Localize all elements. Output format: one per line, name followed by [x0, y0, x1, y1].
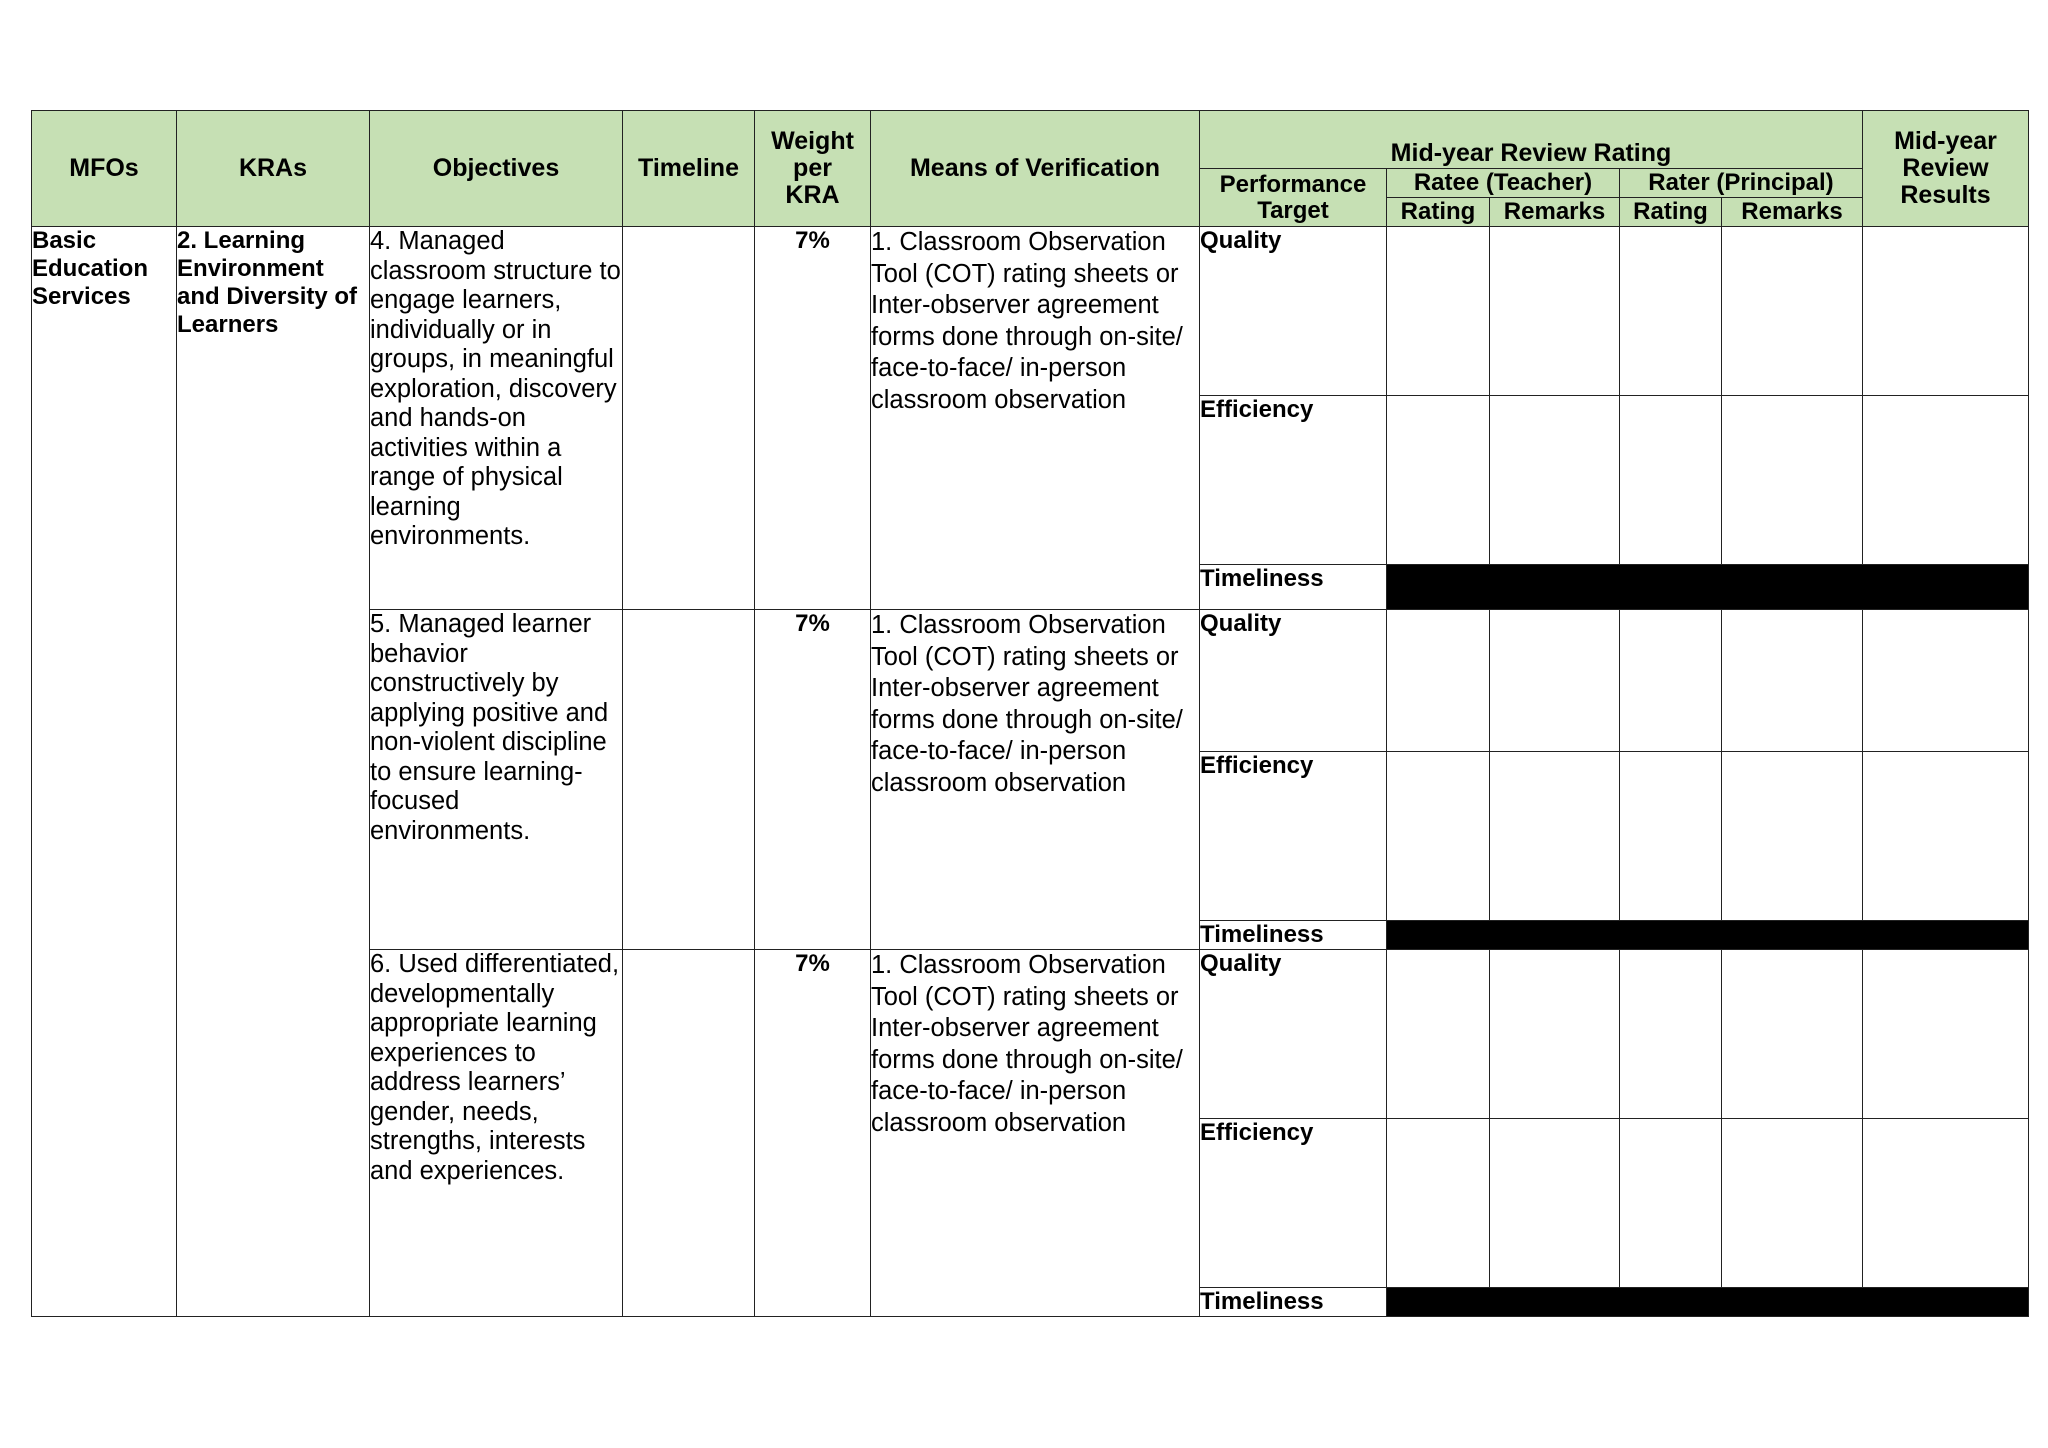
objective-cell: 5. Managed learner behavior constructively by applying positive and non-violent discipline to ensure learning-focused environments.	[370, 610, 623, 950]
rater-remarks-cell[interactable]	[1722, 1119, 1863, 1288]
results-cell[interactable]	[1863, 950, 2029, 1119]
header-rater-rating: Rating	[1620, 198, 1722, 227]
rater-remarks-cell[interactable]	[1722, 950, 1863, 1119]
mid-year-review-form-table	[31, 110, 2029, 1317]
header-rater-remarks: Remarks	[1722, 198, 1863, 227]
timeline-cell[interactable]	[623, 610, 755, 950]
rater-rating-cell[interactable]	[1620, 1119, 1722, 1288]
mfo-cell: Basic Education Services	[32, 227, 177, 1317]
weight-cell: 7%	[755, 950, 871, 1317]
rater-rating-cell[interactable]	[1620, 610, 1722, 752]
ratee-rating-cell[interactable]	[1387, 227, 1490, 396]
objective-cell: 6. Used differentiated, developmentally appropriate learning experiences to address learners’ gender, needs, strengths, interests and experiences.	[370, 950, 623, 1317]
results-cell[interactable]	[1863, 752, 2029, 921]
ratee-rating-cell[interactable]	[1387, 950, 1490, 1119]
header-mid-year-review-results: Mid-year Review Results	[1863, 111, 2029, 227]
ratee-rating-cell[interactable]	[1387, 1119, 1490, 1288]
rater-remarks-cell[interactable]	[1722, 396, 1863, 565]
weight-cell: 7%	[755, 610, 871, 950]
target-quality: Quality	[1200, 610, 1387, 752]
header-weight-per-kra: Weight per KRA	[755, 111, 871, 227]
results-cell[interactable]	[1863, 1119, 2029, 1288]
header-means-of-verification: Means of Verification	[871, 111, 1200, 227]
rater-remarks-cell[interactable]	[1722, 610, 1863, 752]
results-cell[interactable]	[1863, 396, 2029, 565]
ratee-remarks-cell[interactable]	[1490, 950, 1620, 1119]
results-cell[interactable]	[1863, 227, 2029, 396]
rater-remarks-cell[interactable]	[1722, 752, 1863, 921]
ratee-remarks-cell[interactable]	[1490, 227, 1620, 396]
means-of-verification-cell: 1. Classroom Observation Tool (COT) rating sheets or Inter-observer agreement forms done through on-site/ face-to-face/ in-person classroom observation	[871, 950, 1200, 1317]
target-timeliness: Timeliness	[1200, 1288, 1387, 1317]
rater-rating-cell[interactable]	[1620, 950, 1722, 1119]
means-of-verification-cell: 1. Classroom Observation Tool (COT) rating sheets or Inter-observer agreement forms done through on-site/ face-to-face/ in-person classroom observation	[871, 610, 1200, 950]
objective-cell: 4. Managed classroom structure to engage learners, individually or in groups, in meaningful exploration, discovery and hands-on activities within a range of physical learning environments.	[370, 227, 623, 610]
timeliness-blackout	[1387, 921, 2029, 950]
kra-cell: 2. Learning Environment and Diversity of Learners	[177, 227, 370, 1317]
target-efficiency: Efficiency	[1200, 752, 1387, 921]
header-ratee-remarks: Remarks	[1490, 198, 1620, 227]
ratee-rating-cell[interactable]	[1387, 610, 1490, 752]
ratee-remarks-cell[interactable]	[1490, 752, 1620, 921]
header-performance-target: Performance Target	[1200, 169, 1387, 227]
means-of-verification-cell: 1. Classroom Observation Tool (COT) rating sheets or Inter-observer agreement forms done through on-site/ face-to-face/ in-person classroom observation	[871, 227, 1200, 610]
rater-rating-cell[interactable]	[1620, 396, 1722, 565]
target-quality: Quality	[1200, 950, 1387, 1119]
target-timeliness: Timeliness	[1200, 921, 1387, 950]
rater-rating-cell[interactable]	[1620, 227, 1722, 396]
header-kras: KRAs	[177, 111, 370, 227]
ratee-remarks-cell[interactable]	[1490, 1119, 1620, 1288]
weight-cell: 7%	[755, 227, 871, 610]
ratee-remarks-cell[interactable]	[1490, 396, 1620, 565]
target-efficiency: Efficiency	[1200, 1119, 1387, 1288]
header-mfos: MFOs	[32, 111, 177, 227]
timeliness-blackout	[1387, 1288, 2029, 1317]
results-cell[interactable]	[1863, 610, 2029, 752]
timeline-cell[interactable]	[623, 227, 755, 610]
header-mid-year-review-rating: Mid-year Review Rating	[1200, 111, 1863, 169]
target-efficiency: Efficiency	[1200, 396, 1387, 565]
rater-remarks-cell[interactable]	[1722, 227, 1863, 396]
header-objectives: Objectives	[370, 111, 623, 227]
ratee-rating-cell[interactable]	[1387, 752, 1490, 921]
ratee-rating-cell[interactable]	[1387, 396, 1490, 565]
header-timeline: Timeline	[623, 111, 755, 227]
header-ratee-teacher: Ratee (Teacher)	[1387, 169, 1620, 198]
header-ratee-rating: Rating	[1387, 198, 1490, 227]
rater-rating-cell[interactable]	[1620, 752, 1722, 921]
ratee-remarks-cell[interactable]	[1490, 610, 1620, 752]
timeliness-blackout	[1387, 565, 2029, 610]
timeline-cell[interactable]	[623, 950, 755, 1317]
target-timeliness: Timeliness	[1200, 565, 1387, 610]
target-quality: Quality	[1200, 227, 1387, 396]
header-rater-principal: Rater (Principal)	[1620, 169, 1863, 198]
